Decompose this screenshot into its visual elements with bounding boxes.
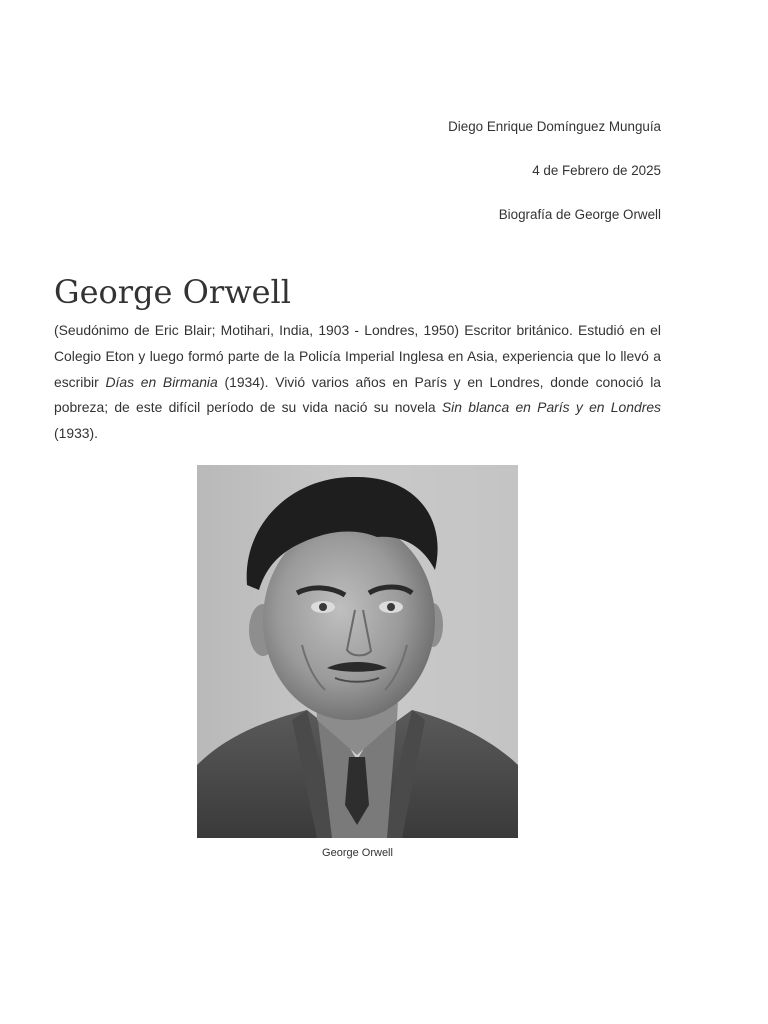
book-title: Días en Birmania <box>105 373 218 390</box>
paragraph-text: (Seudónimo de Eric Blair; Motihari, India, 1903 - Londres, 1950) Escritor británico. Estudió en el Colegio Eton y luego formó parte de la Policía Imperial Inglesa en Asia, experiencia que lo llevó a escribir <box>54 322 661 390</box>
author-name: Diego Enrique Domínguez Munguía <box>448 119 661 134</box>
portrait-photo <box>197 465 518 838</box>
article-title: George Orwell <box>54 273 291 311</box>
document-date: 4 de Febrero de 2025 <box>532 163 661 178</box>
document-header <box>54 119 661 251</box>
figure-caption: George Orwell <box>322 847 393 859</box>
portrait-figure <box>197 465 518 860</box>
paragraph-text: (1933). <box>54 425 99 442</box>
biography-paragraph <box>54 318 661 447</box>
paragraph-text: (1934). Vivió varios años en París y en Londres, donde conoció la pobreza; de este difícil período de su vida nació su novela <box>54 373 662 416</box>
document-subject: Biografía de George Orwell <box>498 207 661 222</box>
book-title: Sin blanca en París y en Londres <box>441 399 661 416</box>
